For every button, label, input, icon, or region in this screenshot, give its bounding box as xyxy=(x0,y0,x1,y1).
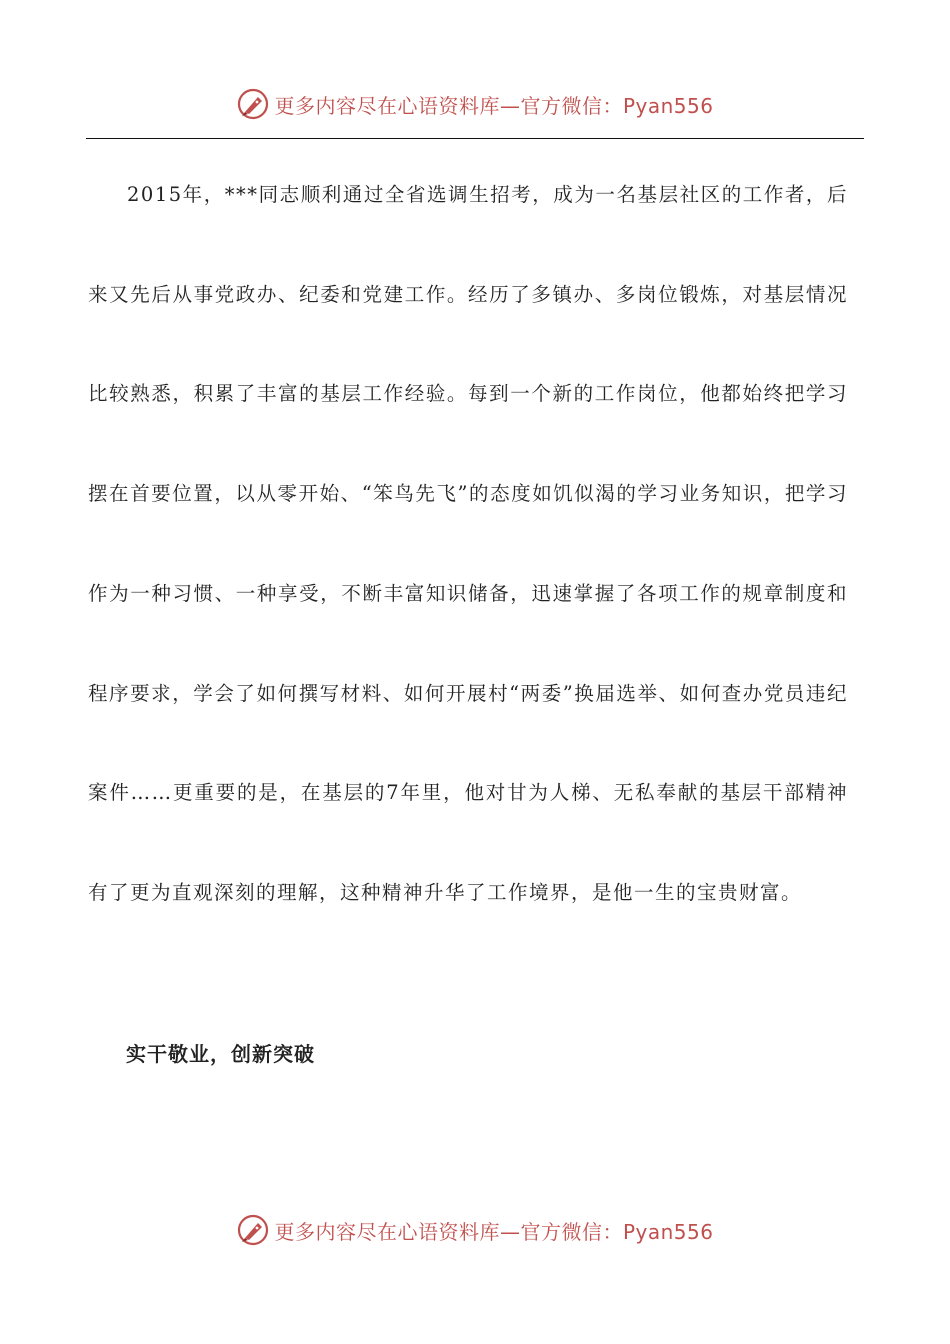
header-divider xyxy=(86,138,864,139)
pen-nib-logo-icon xyxy=(236,1213,270,1247)
section-subheading: 实干敬业，创新突破 xyxy=(126,1042,315,1066)
footer-banner-text: 更多内容尽在心语资料库—官方微信：Pyan556 xyxy=(274,1219,714,1244)
pen-nib-logo-icon xyxy=(236,87,270,121)
header-banner xyxy=(0,84,950,124)
footer-banner xyxy=(0,1210,950,1250)
body-paragraph: 2015年，***同志顺利通过全省选调生招考，成为一名基层社区的工作者，后来又先后从事党政办、纪委和党建工作。经历了多镇办、多岗位锻炼，对基层情况比较熟悉，积累了丰富的基层工作经验。每到一个新的工作岗位，他都始终把学习摆在首要位置，以从零开始、“笨鸟先飞”的态度如饥似渴的学习业务知识，把学习作为一种习惯、一种享受，不断丰富知识储备，迅速掌握了各项工作的规章制度和程序要求，学会了如何撰写材料、如何开展村“两委”换届选举、如何查办党员违纪案件……更重要的是，在基层的7年里，他对甘为人梯、无私奉献的基层干部精神有了更为直观深刻的理解，这种精神升华了工作境界，是他一生的宝贵财富。 xyxy=(88,183,848,904)
header-banner-text: 更多内容尽在心语资料库—官方微信：Pyan556 xyxy=(274,93,714,118)
